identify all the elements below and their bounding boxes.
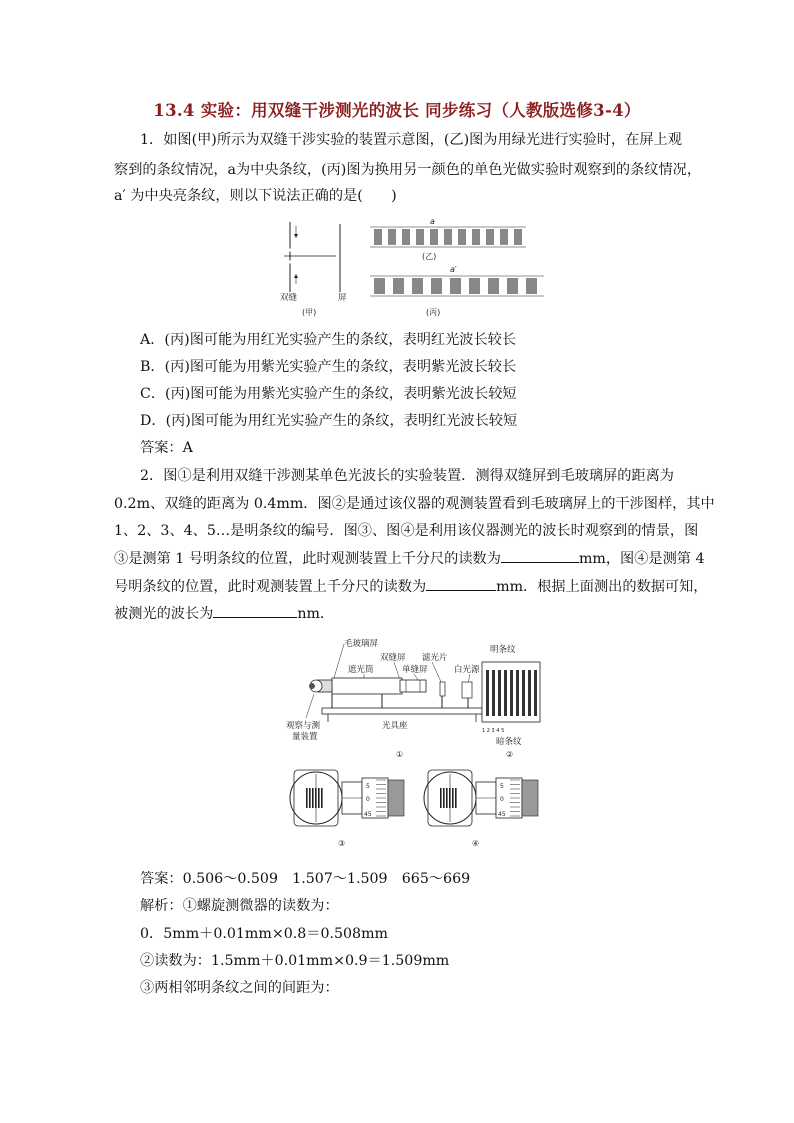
label-bench: 光具座 — [382, 721, 408, 731]
label-light-source: 白光源 — [454, 665, 480, 675]
q2-line5-tail: mm．根据上面测出的数据可知， — [496, 579, 708, 595]
bing-fringe — [450, 278, 461, 294]
eyepiece-fringe — [321, 788, 323, 808]
bing-fringe — [526, 278, 537, 294]
label-frosted-screen: 毛玻璃屏 — [344, 639, 379, 649]
eyepiece-fringe — [315, 788, 317, 808]
q1-stem-line2: 察到的条纹情况，a为中央条纹，(丙)图为换用另一颜色的单色光做实验时观察到的条纹情况， — [114, 162, 702, 178]
bing-fringes — [374, 278, 537, 294]
q2-stem-line4 — [114, 548, 705, 569]
yi-caption: (乙) — [422, 252, 437, 261]
bing-fringe — [431, 278, 442, 294]
answer-blank-2[interactable] — [426, 576, 496, 591]
label-tube: 遮光筒 — [348, 665, 374, 675]
q2-stem-line2: 0.2m、双缝的距离为 0.4mm．图②是通过该仪器的观测装置看到毛玻璃屏上的干涉图样，其中 — [114, 496, 715, 512]
q2-line5-text: 号明条纹的位置，此时观测装置上千分尺的读数为 — [114, 579, 427, 595]
fringe-stripe — [498, 670, 501, 716]
label-observe-2: 量装置 — [292, 732, 318, 742]
eyepiece-fringe — [318, 788, 320, 808]
fig-num-4: ④ — [472, 839, 480, 848]
q2-line6-text: 被测光的波长为 — [114, 606, 214, 622]
micrometer-4 — [424, 770, 538, 848]
q2-line4-tail: mm，图④是测第 4 — [578, 551, 705, 567]
q2-stem-line3: 1、2、3、4、5…是明条纹的编号．图③、图④是利用该仪器测光的波长时观察到的情景，图 — [114, 523, 699, 539]
bing-fringe — [393, 278, 404, 294]
m4-dial-0: 0 — [500, 796, 504, 803]
fringe-stripe — [504, 670, 507, 716]
yi-fringe — [430, 229, 438, 245]
q1-option-c: C．(丙)图可能为用紫光实验产生的条纹，表明紫光波长较短 — [140, 386, 517, 402]
yi-fringe — [458, 229, 466, 245]
yi-fringe — [374, 229, 382, 245]
jia-caption: (甲) — [302, 308, 317, 317]
eyepiece-fringe — [312, 788, 314, 808]
yi-fringes — [374, 229, 522, 245]
label-single-slit: 单缝屏 — [402, 665, 428, 675]
bing-fringe — [507, 278, 518, 294]
q2-figure-apparatus — [282, 634, 542, 762]
fringe-numbers: 1 2 3 4 5 — [482, 728, 505, 734]
answer-blank-1[interactable] — [501, 548, 579, 563]
a-label: a — [430, 217, 435, 226]
fringe-stripe — [522, 670, 525, 716]
q2-figure-micrometers — [286, 760, 542, 856]
q1-option-a: A．(丙)图可能为用红光实验产生的条纹，表明红光波长较长 — [140, 332, 517, 348]
yi-fringe — [402, 229, 410, 245]
label-dark-fringe: 暗条纹 — [496, 737, 522, 747]
q2-stem-line5 — [114, 576, 708, 597]
bing-fringe — [412, 278, 423, 294]
m3-dial-45: 45 — [364, 811, 372, 818]
bing-fringe — [374, 278, 385, 294]
q2-line4-text: ③是测第 1 号明条纹的位置，此时观测装置上千分尺的读数为 — [114, 551, 501, 567]
q2-stem-line6 — [114, 603, 324, 624]
bing-caption: (丙) — [426, 308, 441, 317]
m4-dial-5: 5 — [500, 783, 504, 790]
q1-option-b: B．(丙)图可能为用紫光实验产生的条纹，表明紫光波长较长 — [140, 359, 517, 375]
yi-fringe — [472, 229, 480, 245]
eyepiece-fringe — [446, 788, 448, 808]
fringe-stripe — [534, 670, 537, 716]
m3-dial-0: 0 — [366, 796, 370, 803]
q1-stem-line1: 1．如图(甲)所示为双缝干涉实验的装置示意图，(乙)图为用绿光进行实验时，在屏上观 — [140, 132, 682, 148]
fringe-stripe — [516, 670, 519, 716]
q1-figure — [276, 212, 548, 324]
fig-num-3: ③ — [338, 839, 346, 848]
eyepiece-fringe — [440, 788, 442, 808]
fig-num-2: ② — [506, 750, 514, 759]
q2-answer: 答案：0.506～0.509 1.507～1.509 665～669 — [140, 871, 471, 887]
eyepiece-fringe — [443, 788, 445, 808]
yi-fringe — [514, 229, 522, 245]
eyepiece-fringe — [449, 788, 451, 808]
q2-line6-tail: nm. — [297, 606, 325, 622]
eyepiece-fringe — [452, 788, 454, 808]
q2-analysis-3: ②读数为：1.5mm＋0.01mm×0.9＝1.509mm — [140, 953, 450, 969]
q1-option-d: D．(丙)图可能为用红光实验产生的条纹，表明红光波长较短 — [140, 413, 518, 429]
yi-fringe — [486, 229, 494, 245]
micrometer-3 — [290, 770, 404, 848]
eyepiece-fringe — [455, 788, 457, 808]
slit-label: 双缝 — [280, 293, 298, 303]
screen-label: 屏 — [338, 293, 347, 303]
page-title: 13.4 实验：用双缝干涉测光的波长 同步练习（人教版选修3-4） — [153, 101, 641, 120]
fringe-pattern — [486, 670, 537, 716]
yi-fringe — [500, 229, 508, 245]
q1-stem-line3: a′ 为中央亮条纹，则以下说法正确的是( ) — [114, 188, 397, 204]
bing-fringe — [469, 278, 480, 294]
label-double-slit: 双缝屏 — [380, 653, 406, 663]
a-prime-label: a′ — [450, 265, 457, 274]
q2-stem-line1: 2．图①是利用双缝干涉测某单色光波长的实验装置．测得双缝屏到毛玻璃屏的距离为 — [140, 468, 674, 484]
bing-fringe — [488, 278, 499, 294]
m3-dial-5: 5 — [366, 783, 370, 790]
label-filter: 滤光片 — [422, 653, 448, 663]
eyepiece-fringe — [309, 788, 311, 808]
fringe-stripe — [492, 670, 495, 716]
fringe-stripe — [528, 670, 531, 716]
fringe-stripe — [486, 670, 489, 716]
yi-fringe — [444, 229, 452, 245]
fig-num-1: ① — [396, 750, 404, 759]
m4-dial-45: 45 — [498, 811, 506, 818]
q2-analysis-2: 0．5mm＋0.01mm×0.8＝0.508mm — [140, 926, 388, 942]
fringe-stripe — [510, 670, 513, 716]
yi-fringe — [416, 229, 424, 245]
yi-fringe — [388, 229, 396, 245]
answer-blank-3[interactable] — [213, 603, 297, 618]
eyepiece-fringe — [306, 788, 308, 808]
label-bright-fringe: 明条纹 — [490, 645, 516, 655]
label-observe-1: 观察与测 — [286, 721, 321, 731]
q2-analysis-4: ③两相邻明条纹之间的间距为： — [140, 980, 339, 996]
q2-analysis-1: 解析：①螺旋测微器的读数为： — [140, 898, 339, 914]
q1-answer: 答案：A — [140, 440, 193, 456]
